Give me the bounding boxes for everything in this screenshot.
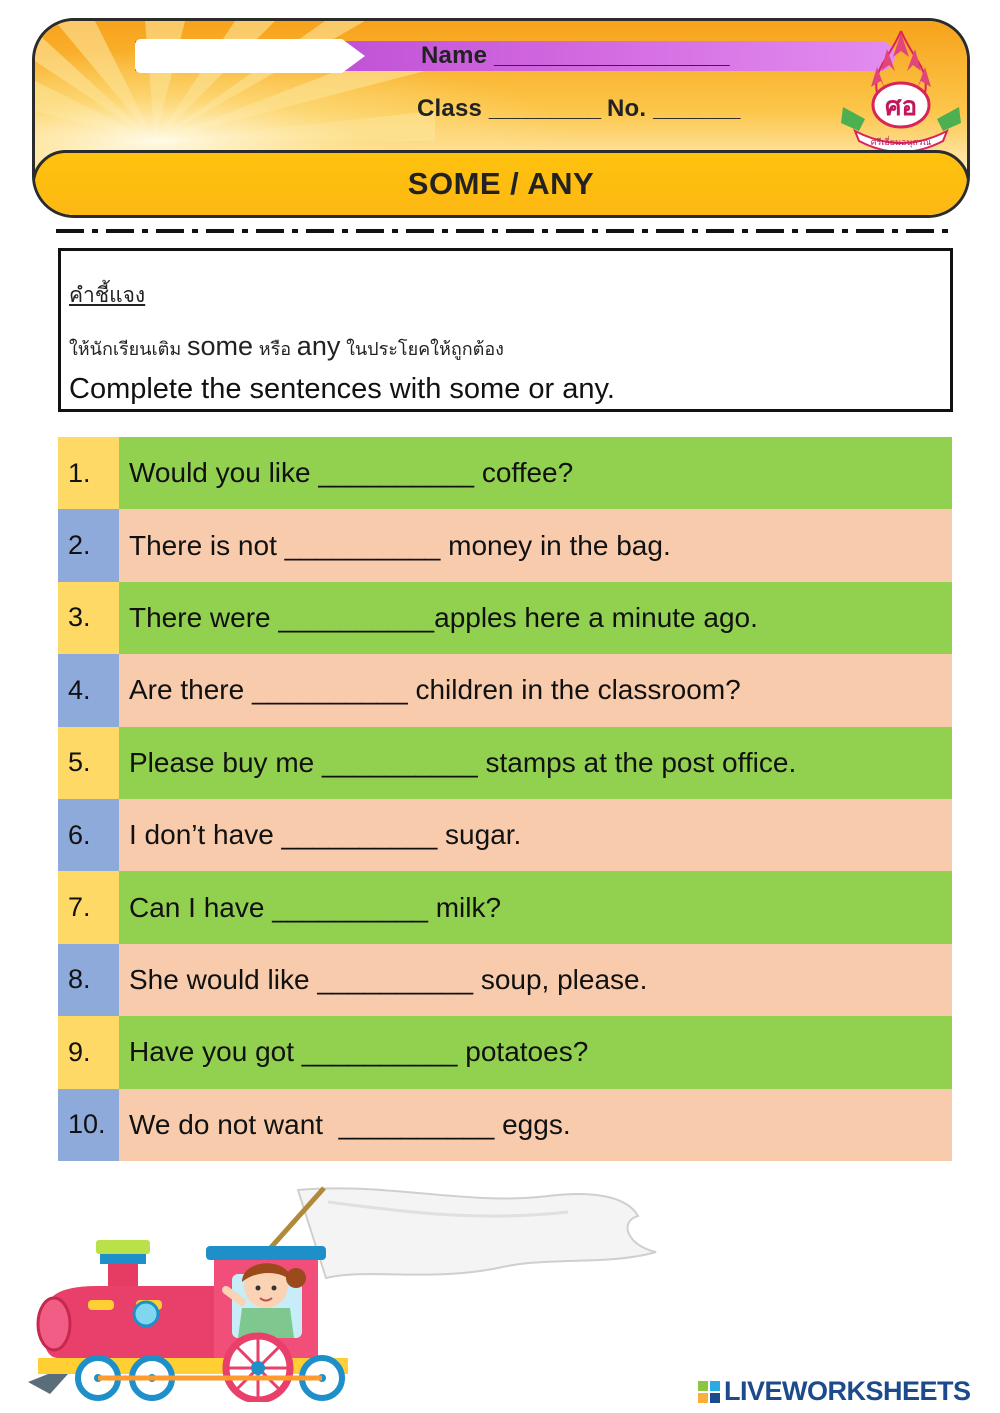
logo-mark: ศอ bbox=[884, 92, 918, 122]
no-blank[interactable]: _______ bbox=[653, 95, 740, 122]
exercise-number: 3. bbox=[58, 582, 119, 654]
exercise-number: 9. bbox=[58, 1016, 119, 1088]
name-blank[interactable]: ___________________ bbox=[494, 42, 729, 69]
exercise-number: 5. bbox=[58, 727, 119, 799]
exercise-row bbox=[58, 582, 952, 654]
exercise-sentence[interactable]: Can I have __________ milk? bbox=[119, 871, 952, 943]
thai-text-3: ในประโยคให้ถูกต้อง bbox=[340, 339, 504, 360]
exercise-number: 2. bbox=[58, 509, 119, 581]
exercise-row bbox=[58, 871, 952, 943]
exercise-number: 4. bbox=[58, 654, 119, 726]
class-label: Class bbox=[417, 95, 483, 122]
exercise-sentence[interactable]: We do not want __________ eggs. bbox=[119, 1089, 952, 1161]
exercise-sentence[interactable]: There is not __________ money in the bag. bbox=[119, 509, 952, 581]
exercise-row bbox=[58, 654, 952, 726]
exercise-sentence[interactable]: Are there __________ children in the classroom? bbox=[119, 654, 952, 726]
worksheet-title: SOME / ANY bbox=[407, 166, 595, 201]
exercise-sentence[interactable]: There were __________apples here a minute ago. bbox=[119, 582, 952, 654]
exercise-number: 8. bbox=[58, 944, 119, 1016]
no-label: No. bbox=[606, 95, 647, 122]
train-girl-flag-illustration bbox=[28, 1182, 668, 1402]
class-no-fields bbox=[417, 95, 740, 123]
instructions-heading: คำชี้แจง bbox=[69, 283, 146, 307]
name-label: Name bbox=[421, 42, 488, 69]
liveworksheets-logo-icon bbox=[698, 1381, 720, 1403]
exercise-number: 7. bbox=[58, 871, 119, 943]
thai-text-1: ให้นักเรียนเติม bbox=[69, 339, 187, 360]
exercise-row bbox=[58, 1089, 952, 1161]
exercise-sentence[interactable]: Please buy me __________ stamps at the post office. bbox=[119, 727, 952, 799]
class-blank[interactable]: _________ bbox=[488, 95, 601, 122]
exercise-number: 1. bbox=[58, 437, 119, 509]
instructions-box bbox=[58, 248, 953, 412]
thai-text-2: หรือ bbox=[253, 339, 297, 360]
name-field[interactable] bbox=[421, 42, 729, 70]
liveworksheets-brand[interactable] bbox=[698, 1376, 971, 1407]
exercise-row bbox=[58, 944, 952, 1016]
exercise-row bbox=[58, 509, 952, 581]
pen-tip bbox=[135, 39, 365, 73]
exercise-row bbox=[58, 437, 952, 509]
exercise-table bbox=[58, 437, 952, 1161]
exercise-number: 6. bbox=[58, 799, 119, 871]
dashed-divider bbox=[56, 228, 952, 234]
exercise-sentence[interactable]: She would like __________ soup, please. bbox=[119, 944, 952, 1016]
exercise-row bbox=[58, 799, 952, 871]
instructions-english: Complete the sentences with some or any. bbox=[69, 373, 615, 405]
exercise-row bbox=[58, 727, 952, 799]
exercise-sentence[interactable]: Have you got __________ potatoes? bbox=[119, 1016, 952, 1088]
school-logo-icon bbox=[837, 27, 965, 157]
title-bar bbox=[32, 150, 970, 218]
brand-name: LIVEWORKSHEETS bbox=[724, 1376, 971, 1406]
thai-any: any bbox=[296, 331, 341, 361]
instructions-thai bbox=[69, 331, 504, 363]
exercise-number: 10. bbox=[58, 1089, 119, 1161]
exercise-row bbox=[58, 1016, 952, 1088]
exercise-sentence[interactable]: Would you like __________ coffee? bbox=[119, 437, 952, 509]
worksheet-header bbox=[32, 18, 970, 218]
thai-some: some bbox=[186, 331, 253, 361]
exercise-sentence[interactable]: I don’t have __________ sugar. bbox=[119, 799, 952, 871]
logo-text: ศรีเอี่ยมอนุสรณ์ bbox=[870, 138, 932, 148]
